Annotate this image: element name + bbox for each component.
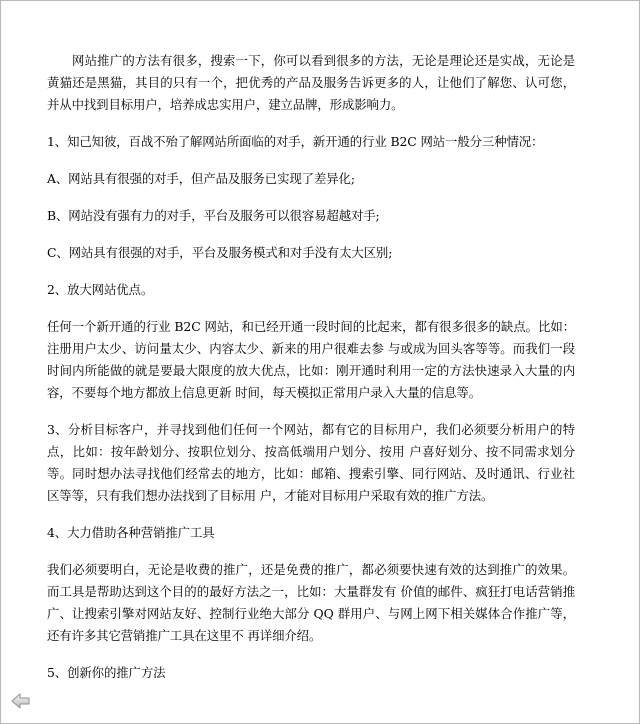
section-4-heading: 4、大力借助各种营销推广工具: [47, 525, 215, 540]
section-1-heading: 1、知己知彼，百战不殆了解网站所面临的对手，新开通的行业 B2C 网站一般分三种情况：: [47, 134, 544, 149]
case-c-paragraph: C、网站具有很强的对手，平台及服务模式和对手没有太大区别;: [47, 245, 393, 260]
section-2-heading: 2、放大网站优点。: [47, 282, 154, 297]
document-page: [47, 50, 575, 699]
section-3-body: 3、分析目标客户，并寻找到他们任何一个网站，都有它的目标用户，我们必须要分析用户的特点，比如：按年龄划分、按职位划分、按高低端用户划分、按用 户喜好划分、按不同需求划分等。同时想办法寻找他们经常去的地方，比如：邮箱、搜索引擎、同行网站、及时通讯、行业社区等等，只有我们想办法找到了目标用 户，才能对目标用户采取有效的推广方法。: [47, 422, 575, 503]
previous-page-button[interactable]: [10, 692, 32, 710]
section-5-heading: 5、创新你的推广方法: [47, 665, 166, 680]
case-b-paragraph: B、网站没有强有力的对手，平台及服务可以很容易超越对手;: [47, 208, 380, 223]
section-2-body: 任何一个新开通的行业 B2C 网站，和已经开通一段时间的比起来，都有很多很多的缺点。比如：注册用户太少、访问量太少、内容太少、新来的用户很难去参 与或成为回头客等等。而我们一段时间内所能做的就是要最大限度的放大优点，比如：刚开通时利用一定的方法快速录入大量的内容，不要每个地方都放上信息更新 时间，每天模拟正常用户录入大量的信息等。: [47, 319, 575, 400]
intro-paragraph: 网站推广的方法有很多，搜索一下，你可以看到很多的方法，无论是理论还是实战，无论是黄猫还是黑猫，其目的只有一个，把优秀的产品及服务告诉更多的人，让他们了解您、认可您，并从中找到目标用户，培养成忠实用户，建立品牌，形成影响力。: [47, 53, 575, 112]
left-arrow-icon: [10, 692, 32, 710]
case-a-paragraph: A、网站具有很强的对手，但产品及服务已实现了差异化;: [47, 171, 355, 186]
section-4-body: 我们必须要明白，无论是收费的推广，还是免费的推广，都必须要快速有效的达到推广的效果。而工具是帮助达到这个目的的最好方法之一，比如：大量群发有 价值的邮件、疯狂打电话营销推广、让搜索引擎对网站友好、控制行业绝大部分 QQ 群用户、与网上网下相关媒体合作推广等，还有许多其它营销推广工具在这里不 再详细介绍。: [47, 562, 575, 643]
